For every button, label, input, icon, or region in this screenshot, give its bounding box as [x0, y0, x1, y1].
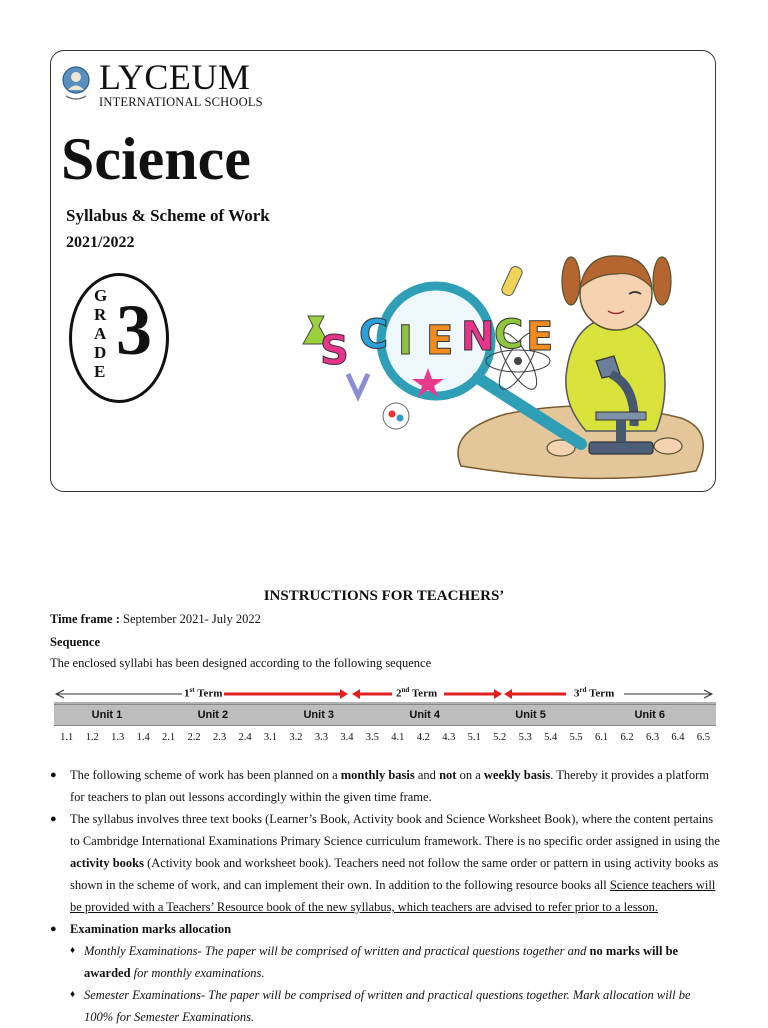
topic-number: 4.2 — [416, 731, 430, 743]
unit-label: Unit 2 — [197, 709, 229, 721]
cover-subtitle: Syllabus & Scheme of Work — [66, 206, 270, 225]
topic-number: 4.3 — [442, 731, 456, 743]
logo-name: LYCEUM — [99, 57, 251, 97]
topic-number: 2.4 — [238, 731, 252, 743]
instruction-list — [50, 764, 720, 1028]
grade-number: 3 — [116, 290, 152, 370]
topic-number: 1.3 — [111, 731, 125, 743]
sub-item-semester: ♦ Semester Examinations- The paper will be comprised of written and practical questions together. Mark allocation will be 100% for Semester Examinations. — [50, 984, 720, 1028]
topic-number: 5.3 — [518, 731, 532, 743]
topic-number: 6.2 — [620, 731, 634, 743]
grade-badge — [69, 273, 169, 403]
topic-number: 6.5 — [696, 731, 711, 743]
unit-label: Unit 5 — [515, 709, 546, 721]
term-2-label: 2nd Term — [396, 686, 438, 700]
term-1-label: 1st Term — [184, 686, 223, 700]
cover-title: Science — [61, 126, 251, 192]
topic-number: 3.2 — [289, 731, 303, 743]
science-art-letter: E — [426, 318, 454, 364]
list-item-exam-marks: ● Examination marks allocation — [50, 918, 720, 940]
list-item-scheme: ● The following scheme of work has been planned on a monthly basis and not on a weekly basis. Thereby it provides a platform for teachers to plan out lessons accordingly within the given time frame. — [50, 764, 720, 808]
diamond-bullet-icon: ♦ — [70, 945, 76, 956]
sub-item-monthly: ♦ Monthly Examinations- The paper will be comprised of written and practical questions together and no marks will be awarded for monthly examinations. — [50, 940, 720, 984]
logo-subtitle: INTERNATIONAL SCHOOLS — [99, 95, 263, 109]
grade-label: G R A D E — [94, 286, 109, 381]
bullet-icon: ● — [50, 769, 57, 781]
cover-panel — [50, 50, 716, 492]
bullet-icon: ● — [50, 813, 57, 825]
topic-number: 6.4 — [671, 731, 685, 743]
topic-number: 1.1 — [60, 731, 74, 743]
science-art-letter: C — [494, 312, 524, 358]
science-art-letter: I — [398, 318, 413, 364]
unit-label: Unit 6 — [634, 709, 665, 721]
term-arrows — [54, 684, 716, 704]
sequence-label: Sequence — [50, 635, 100, 649]
topic-number: 2.1 — [162, 731, 176, 743]
term-timeline — [54, 684, 716, 748]
term-3-label: 3rd Term — [574, 686, 615, 700]
topic-number: 5.4 — [544, 731, 558, 743]
topic-number: 5.1 — [467, 731, 481, 743]
topic-number: 1.4 — [136, 731, 150, 743]
science-art-letter: N — [461, 314, 495, 360]
unit-bar — [54, 704, 716, 726]
sequence-description: The enclosed syllabi has been designed according to the following sequence — [50, 656, 432, 670]
school-logo — [61, 59, 263, 109]
topic-number: 2.3 — [212, 731, 227, 743]
unit-label: Unit 4 — [409, 709, 440, 721]
topic-number: 6.3 — [645, 731, 660, 743]
topic-number: 3.5 — [365, 731, 379, 743]
topic-number: 3.1 — [263, 731, 278, 743]
science-art-letter: E — [526, 314, 554, 360]
topic-number: 6.1 — [595, 731, 609, 743]
topic-number: 1.2 — [85, 731, 99, 743]
topic-number: 2.2 — [187, 731, 201, 743]
time-frame-label: Time frame : — [50, 612, 120, 626]
unit-label: Unit 1 — [91, 709, 123, 721]
topic-numbers-row — [54, 726, 716, 748]
diamond-bullet-icon: ♦ — [70, 989, 76, 1000]
cover-year: 2021/2022 — [66, 234, 135, 251]
term-row — [54, 684, 716, 704]
science-art-letter: C — [359, 312, 389, 358]
time-frame — [50, 612, 261, 627]
topic-number: 5.2 — [493, 731, 507, 743]
topic-number: 4.1 — [391, 731, 405, 743]
list-item-textbooks: ● The syllabus involves three text books (Learner’s Book, Activity book and Science Worksheet Book), where the content pertains to Cambridge International Examinations Primary Science curriculum framework. There is no specific order assigned in using the activity books (Activity book and worksheet book). Teachers need not follow the same order or pattern in using activity books as shown in the scheme of work, and can implement their own. In addition to the following resource books all Science teachers will be provided with a Teachers’ Resource book of the new syllabus, which teachers are advised to refer prior to a lesson. — [50, 808, 720, 918]
topic-number: 3.4 — [340, 731, 354, 743]
bullet-icon: ● — [50, 923, 57, 935]
science-girl-microscope-illustration — [296, 226, 721, 486]
lyceum-emblem-icon — [61, 64, 91, 104]
topic-number: 3.3 — [314, 731, 328, 743]
instructions-title: INSTRUCTIONS FOR TEACHERS’ — [263, 588, 505, 604]
topic-number: 5.5 — [569, 731, 583, 743]
unit-label: Unit 3 — [303, 709, 335, 721]
science-art-letter: S — [320, 328, 349, 374]
time-frame-value: September 2021- July 2022 — [123, 612, 261, 626]
